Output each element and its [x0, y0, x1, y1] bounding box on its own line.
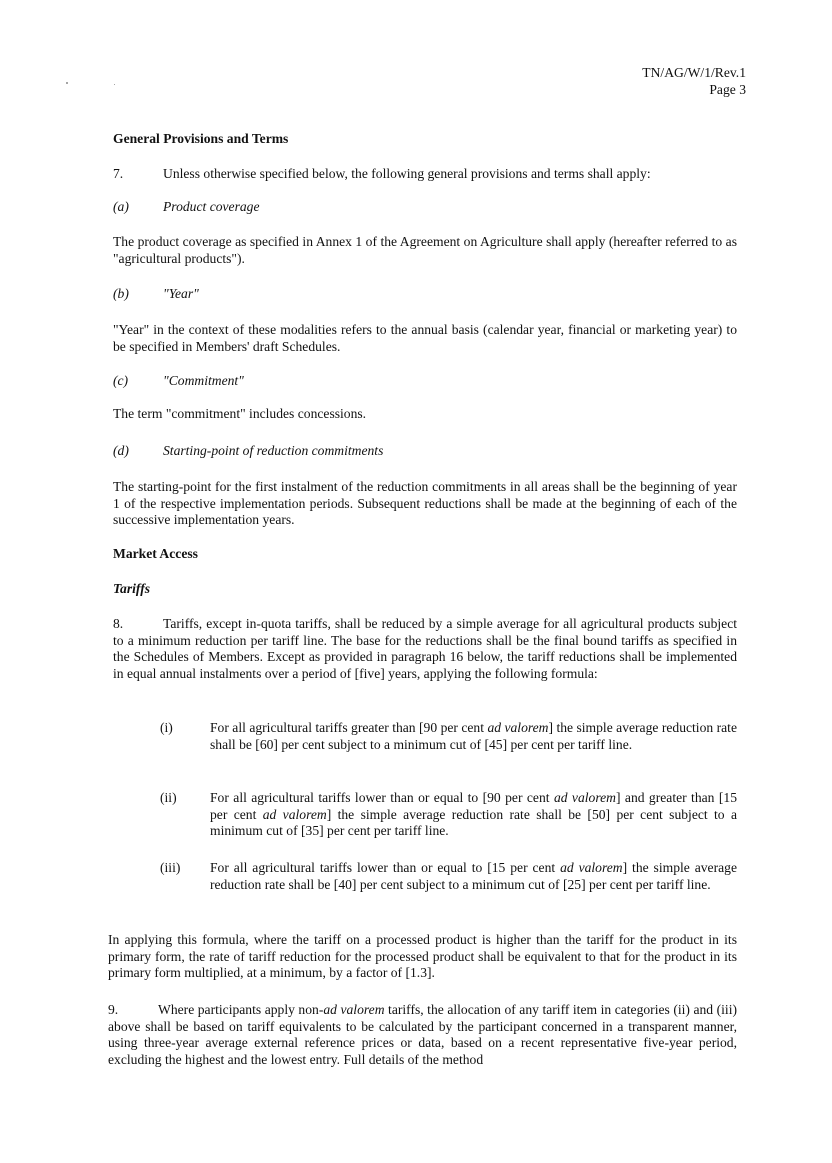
formula-item-ii	[160, 790, 737, 840]
item-label: (ii)	[160, 790, 177, 805]
item-text-part: For all agricultural tariffs greater than [90 per cent	[210, 720, 488, 735]
subheading-label: (a)	[113, 199, 129, 214]
paragraph-text: Where participants apply non-	[158, 1002, 324, 1017]
item-label: (i)	[160, 720, 173, 735]
section-title-general: General Provisions and Terms	[113, 131, 289, 146]
item-text-part: For all agricultural tariffs lower than or equal to [15 per cent	[210, 860, 561, 875]
item-text-italic: ad valorem	[487, 720, 549, 735]
page-header	[642, 64, 746, 98]
subheading-title: "Year"	[163, 286, 199, 301]
scan-speck	[114, 84, 115, 85]
paragraph-number: 9.	[108, 1002, 119, 1017]
subheading-label: (b)	[113, 286, 129, 301]
item-text-part: ] the simple average reduction rate shall be [60] per cent subject to a minimum cut of [45] per cent per tariff line.	[210, 720, 737, 752]
subheading-title: Starting-point of reduction commitments	[163, 443, 384, 458]
section-title-market-access: Market Access	[113, 546, 198, 561]
page-number: Page 3	[709, 82, 746, 97]
paragraph-number: 7.	[113, 166, 124, 181]
paragraph-7	[113, 166, 737, 183]
subheading-b	[113, 286, 737, 303]
paragraph-9	[108, 1002, 737, 1068]
paragraph-d: The starting-point for the first instalment of the reduction commitments in all areas shall be the beginning of year 1 of the respective implementation periods. Subsequent reductions shall be made at the beginning of each of the successive implementation years.	[113, 479, 737, 528]
paragraph-text: tariffs, the allocation of any tariff item in categories (ii) and (iii) above shall be based on tariff equivalents to be calculated by the participant concerned in a transparent manner, using three-year average external reference prices or data, based on a recent representative five-year period, excluding the highest and the lowest entry. Full details of the method	[108, 1002, 737, 1067]
paragraph-b: "Year" in the context of these modalities refers to the annual basis (calendar year, financial or marketing year) to be specified in Members' draft Schedules.	[113, 322, 737, 354]
subheading-a	[113, 199, 737, 216]
paragraph-8	[113, 616, 737, 682]
subheading-label: (c)	[113, 373, 129, 388]
scan-speck	[66, 82, 68, 84]
subheading-title: Product coverage	[163, 199, 260, 214]
formula-item-i	[160, 720, 737, 753]
subheading-d	[113, 443, 737, 460]
paragraph-text: Unless otherwise specified below, the following general provisions and terms shall apply:	[163, 166, 651, 181]
item-text-italic: ad valorem	[553, 790, 616, 805]
subheading-title: "Commitment"	[163, 373, 244, 388]
item-text-part: ] the simple average reduction rate shall be [40] per cent subject to a minimum cut of [25] per cent per tariff line.	[210, 860, 737, 892]
item-label: (iii)	[160, 860, 181, 875]
document-symbol: TN/AG/W/1/Rev.1	[642, 65, 746, 80]
paragraph-number: 8.	[113, 616, 124, 631]
paragraph-applying-formula: In applying this formula, where the tariff on a processed product is higher than the tariff for the product in its primary form, the rate of tariff reduction for the processed product shall be equivalent to that for the product in its primary form multiplied, at a minimum, by a factor of [1.3].	[108, 932, 737, 981]
subheading-label: (d)	[113, 443, 129, 458]
item-text	[210, 790, 737, 840]
section-subtitle-tariffs: Tariffs	[113, 581, 151, 596]
paragraph-text: Tariffs, except in-quota tariffs, shall be reduced by a simple average for all agricultural products subject to a minimum reduction per tariff line. The base for the reductions shall be the final bound tariffs as specified in the Schedules of Members. Except as provided in paragraph 16 below, the tariff reductions shall be implemented in equal annual instalments over a period of [five] years, applying the following formula:	[113, 616, 737, 681]
item-text-italic: ad valorem	[262, 806, 327, 822]
item-text	[210, 720, 737, 753]
paragraph-c: The term "commitment" includes concessions.	[113, 406, 367, 421]
item-text-italic: ad valorem	[560, 860, 623, 875]
item-text	[210, 860, 737, 893]
subheading-c	[113, 373, 737, 390]
item-text-part: For all agricultural tariffs lower than or equal to [90 per cent	[210, 790, 554, 805]
paragraph-a: The product coverage as specified in Annex 1 of the Agreement on Agriculture shall apply (hereafter referred to as "agricultural products").	[113, 234, 737, 266]
formula-item-iii	[160, 860, 737, 893]
item-text-part: ] the simple average reduction rate shall be [50] per cent subject to a minimum cut of [35] per cent per tariff line.	[210, 806, 737, 839]
paragraph-text-italic: ad valorem	[323, 1002, 385, 1017]
item-text-part: ] and greater than [15 per cent	[210, 790, 737, 822]
